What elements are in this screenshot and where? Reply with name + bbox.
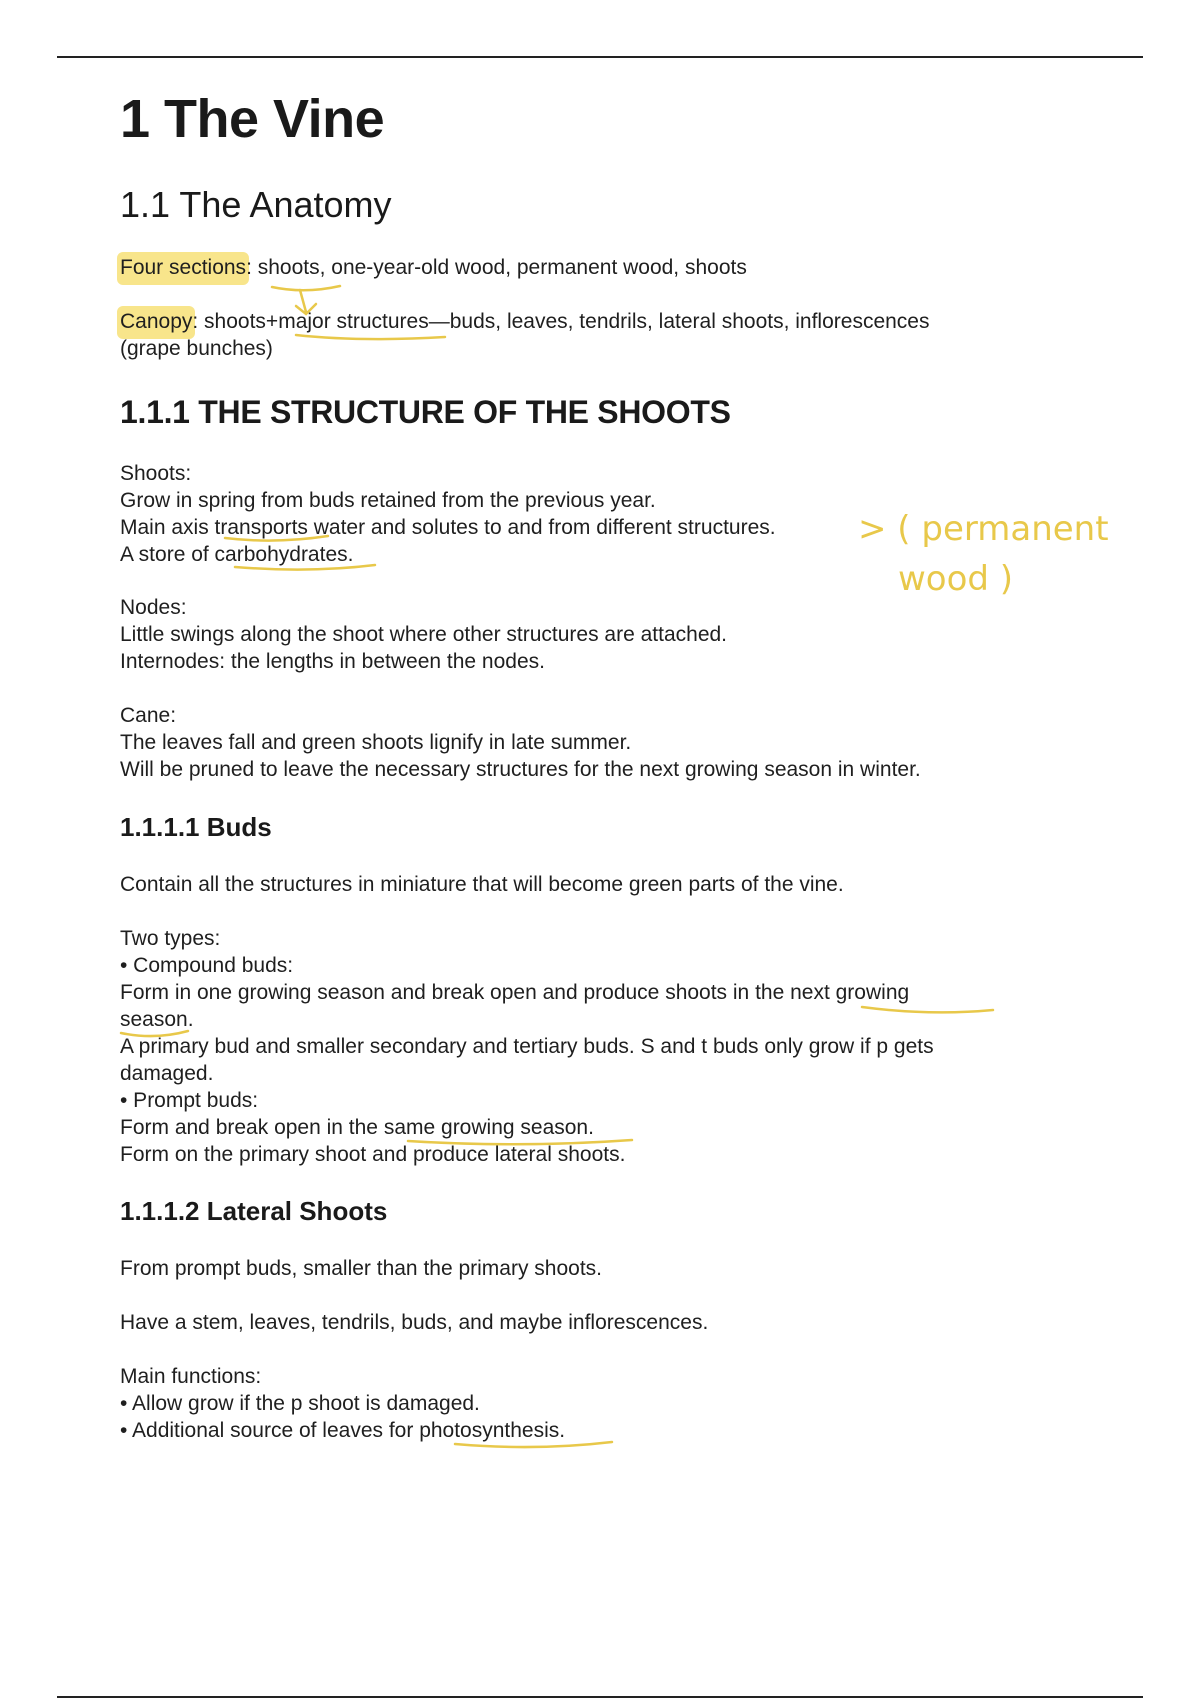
compound-line-4: damaged. [120, 1062, 214, 1085]
cane-line-1: The leaves fall and green shoots lignify in late summer. [120, 731, 632, 754]
shoots-line-3: A store of carbohydrates. [120, 543, 354, 566]
lateral-line-1: From prompt buds, smaller than the primary shoots. [120, 1257, 603, 1280]
canopy-label: Canopy [117, 306, 195, 339]
underline-major-structures [296, 335, 445, 339]
bottom-rule [57, 1696, 1143, 1698]
top-rule [57, 56, 1143, 58]
annotation-permanent: > ( permanent [858, 509, 1109, 549]
functions-label: Main functions: [120, 1365, 262, 1388]
nodes-line-1: Little swings along the shoot where other structures are attached. [120, 623, 728, 646]
function-1: • Allow grow if the p shoot is damaged. [120, 1392, 480, 1415]
prompt-buds-label: • Prompt buds: [120, 1089, 259, 1112]
nodes-line-2: Internodes: the lengths in between the nodes. [120, 650, 545, 673]
shoots-line-1: Grow in spring from buds retained from the previous year. [120, 489, 656, 512]
lateral-shoots-heading: 1.1.1.2 Lateral Shoots [120, 1196, 388, 1226]
section-heading: 1.1 The Anatomy [120, 184, 392, 225]
page-title: 1 The Vine [120, 89, 385, 149]
buds-intro: Contain all the structures in miniature that will become green parts of the vine. [120, 873, 844, 896]
compound-line-1: Form in one growing season and break open and produce shoots in the next growing [120, 981, 910, 1004]
function-2: • Additional source of leaves for photosynthesis. [120, 1419, 566, 1442]
compound-buds-label: • Compound buds: [120, 954, 294, 977]
four-sections-text: : shoots, one-year-old wood, permanent wood, shoots [246, 256, 747, 279]
four-sections-line [120, 254, 747, 281]
shoots-heading: 1.1.1 THE STRUCTURE OF THE SHOOTS [120, 394, 731, 430]
compound-line-3: A primary bud and smaller secondary and tertiary buds. S and t buds only grow if p gets [120, 1035, 934, 1058]
prompt-line-1: Form and break open in the same growing season. [120, 1116, 594, 1139]
four-sections-label: Four sections [117, 252, 249, 285]
shoots-line-2: Main axis transports water and solutes to and from different structures. [120, 516, 776, 539]
canopy-line [120, 308, 929, 335]
underline-shoots [272, 286, 340, 290]
prompt-line-2: Form on the primary shoot and produce lateral shoots. [120, 1143, 626, 1166]
annotation-wood: wood ) [898, 559, 1014, 599]
underline-next-growing [862, 1007, 993, 1012]
cane-label: Cane: [120, 704, 177, 727]
canopy-text: : shoots+major structures—buds, leaves, tendrils, lateral shoots, inflorescences [192, 310, 930, 333]
cane-line-2: Will be pruned to leave the necessary structures for the next growing season in winter. [120, 758, 921, 781]
buds-heading: 1.1.1.1 Buds [120, 812, 272, 842]
canopy-line-2: (grape bunches) [120, 337, 273, 360]
nodes-label: Nodes: [120, 596, 187, 619]
compound-line-2: season. [120, 1008, 194, 1031]
shoots-label: Shoots: [120, 462, 192, 485]
buds-types-label: Two types: [120, 927, 221, 950]
lateral-line-2: Have a stem, leaves, tendrils, buds, and maybe inflorescences. [120, 1311, 709, 1334]
